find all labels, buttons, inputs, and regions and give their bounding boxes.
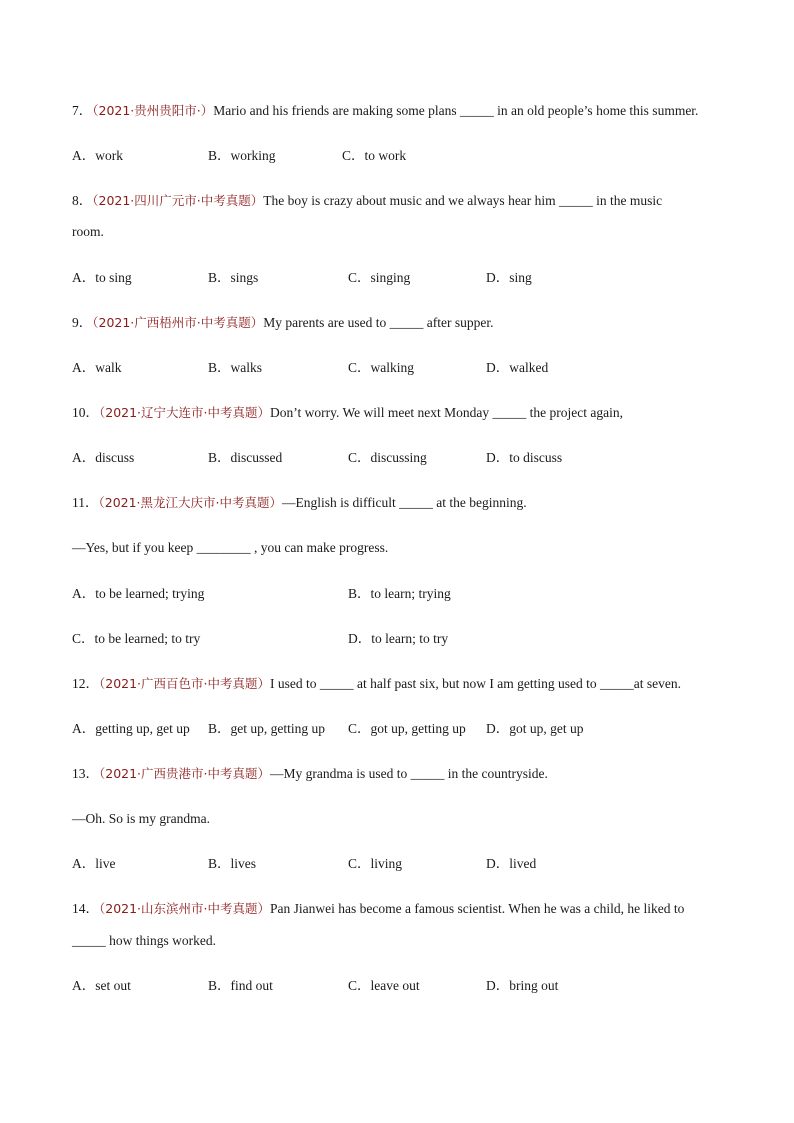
question-11	[72, 494, 527, 512]
question-number: 7．	[72, 103, 93, 118]
question-stem: Mario and his friends are making some plans _____ in an old people’s home this summer.	[213, 103, 699, 118]
question-14-cont	[72, 932, 216, 950]
question-source: （2021·广西梧州市·中考真题）	[92, 315, 264, 330]
option-d: D．walked	[486, 360, 549, 375]
option-a: A．walk	[72, 360, 122, 375]
option-c: C．discussing	[348, 450, 427, 465]
question-stem: The boy is crazy about music and we always hear him _____ in the music	[263, 193, 663, 208]
option-c: C．singing	[348, 270, 411, 285]
question-source: （2021·辽宁大连市·中考真题）	[99, 405, 271, 420]
option-b: B．working	[208, 148, 276, 163]
option-a: A．set out	[72, 978, 131, 993]
question-number: 10．	[72, 405, 99, 420]
option-c: C．leave out	[348, 978, 420, 993]
option-d: D．bring out	[486, 978, 559, 993]
question-number: 13．	[72, 766, 99, 781]
question-number: 14．	[72, 901, 99, 916]
question-stem: I used to _____ at half past six, but now I am getting used to _____at seven.	[270, 676, 681, 691]
option-a: A．discuss	[72, 450, 135, 465]
question-10	[72, 404, 623, 422]
option-b: B．discussed	[208, 450, 283, 465]
question-number: 12．	[72, 676, 99, 691]
question-number: 11．	[72, 495, 99, 510]
question-stem-cont: —Yes, but if you keep ________ , you can make progress.	[72, 540, 389, 555]
option-b: B．find out	[208, 978, 273, 993]
question-stem-cont: _____ how things worked.	[72, 933, 216, 948]
question-stem: —English is difficult _____ at the beginning.	[282, 495, 527, 510]
question-8-cont	[72, 223, 104, 241]
option-a: A．to be learned; trying	[72, 586, 205, 601]
option-a: A．to sing	[72, 270, 132, 285]
question-source: （2021·山东滨州市·中考真题）	[99, 901, 271, 916]
question-stem: My parents are used to _____ after supper.	[263, 315, 494, 330]
question-source: （2021·广西百色市·中考真题）	[99, 676, 271, 691]
option-c: C．got up, getting up	[348, 721, 466, 736]
question-source: （2021·贵州贵阳市·）	[92, 103, 214, 118]
question-source: （2021·黑龙江大庆市·中考真题）	[98, 495, 283, 510]
option-c: C．living	[348, 856, 403, 871]
question-7	[72, 102, 698, 120]
option-b: B．lives	[208, 856, 257, 871]
option-a: A．getting up, get up	[72, 721, 190, 736]
question-stem: —My grandma is used to _____ in the countryside.	[270, 766, 548, 781]
question-source: （2021·广西贵港市·中考真题）	[99, 766, 271, 781]
question-11-cont	[72, 539, 388, 557]
option-a: A．live	[72, 856, 116, 871]
question-stem-cont: room.	[72, 224, 104, 239]
option-b: B．walks	[208, 360, 262, 375]
option-c: C．to work	[342, 148, 407, 163]
option-d: D．lived	[486, 856, 537, 871]
option-b: B．get up, getting up	[208, 721, 325, 736]
question-9	[72, 314, 493, 332]
option-d: D．got up, get up	[486, 721, 584, 736]
question-14	[72, 900, 684, 918]
option-b: B．sings	[208, 270, 259, 285]
option-d: D．to learn; to try	[348, 631, 449, 646]
option-d: D．sing	[486, 270, 532, 285]
option-d: D．to discuss	[486, 450, 563, 465]
question-8	[72, 192, 662, 210]
option-c: C．to be learned; to try	[72, 631, 201, 646]
question-stem: Pan Jianwei has become a famous scientist. When he was a child, he liked to	[270, 901, 685, 916]
question-stem: Don’t worry. We will meet next Monday _____ the project again,	[270, 405, 623, 420]
option-c: C．walking	[348, 360, 414, 375]
option-b: B．to learn; trying	[348, 586, 451, 601]
question-12	[72, 675, 681, 693]
question-stem-cont: —Oh. So is my grandma.	[72, 811, 210, 826]
question-13	[72, 765, 548, 783]
option-a: A．work	[72, 148, 123, 163]
question-13-cont	[72, 810, 210, 828]
question-number: 8．	[72, 193, 93, 208]
question-number: 9．	[72, 315, 93, 330]
question-source: （2021·四川广元市·中考真题）	[92, 193, 264, 208]
